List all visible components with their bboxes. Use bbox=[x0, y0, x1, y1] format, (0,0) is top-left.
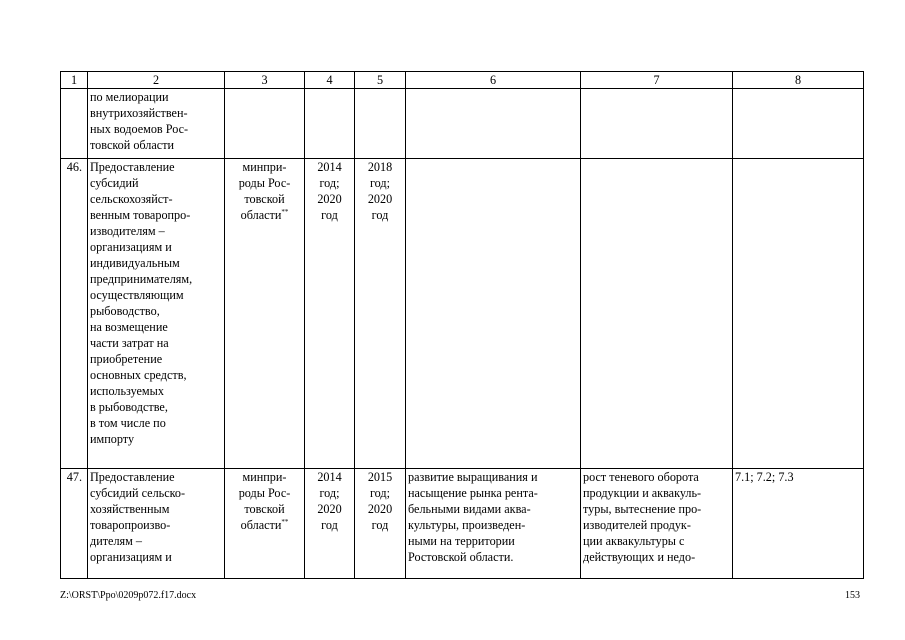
header-cell: 2 bbox=[88, 72, 225, 89]
measure-cell bbox=[88, 469, 225, 579]
footnote-mark: ** bbox=[281, 207, 289, 216]
cell-line: области** bbox=[240, 517, 289, 532]
header-cell: 5 bbox=[355, 72, 406, 89]
cell-line: год; bbox=[319, 176, 340, 190]
cell-line: Предоставление bbox=[90, 160, 175, 174]
cell-line: минпри- bbox=[242, 470, 287, 484]
result-cell bbox=[406, 89, 581, 159]
cell-line: организациям и bbox=[90, 550, 172, 564]
cell-line: 2014 bbox=[317, 470, 342, 484]
cell-line: ции аквакультуры с bbox=[583, 534, 685, 548]
header-cell: 1 bbox=[61, 72, 88, 89]
cell-line: хозяйственным bbox=[90, 502, 170, 516]
cell-line: ных водоемов Рос- bbox=[90, 122, 189, 136]
cell-line: товской области bbox=[90, 138, 175, 152]
start-year-cell bbox=[305, 159, 355, 469]
cell-line: 2020 bbox=[367, 192, 393, 206]
cell-line: индивидуальным bbox=[90, 256, 180, 270]
cell-line: изводителей продук- bbox=[583, 518, 691, 532]
cell-line: субсидий сельско- bbox=[90, 486, 186, 500]
cell-line: в том числе по bbox=[90, 416, 166, 430]
cell-line: действующих и недо- bbox=[583, 550, 696, 564]
cell-line: бельными видами аква- bbox=[408, 502, 531, 516]
cell-line: 2020 bbox=[317, 502, 342, 516]
cell-line: Ростовской области. bbox=[408, 550, 514, 564]
cell-line: субсидий bbox=[90, 176, 139, 190]
cell-line: сельскохозяйст- bbox=[90, 192, 173, 206]
cell-line: приобретение bbox=[90, 352, 163, 366]
cell-line: товской bbox=[244, 502, 285, 516]
consequences-cell bbox=[581, 469, 733, 579]
header-cell: 3 bbox=[225, 72, 305, 89]
cell-line: 2014 bbox=[317, 160, 342, 174]
cell-line: насыщение рынка рента- bbox=[408, 486, 538, 500]
end-year-cell bbox=[355, 159, 406, 469]
cell-line: 2018 bbox=[367, 160, 393, 174]
cell-line: 2020 bbox=[317, 192, 342, 206]
cell-line: дителям – bbox=[90, 534, 142, 548]
cell-line: год; bbox=[319, 486, 340, 500]
cell-line: роды Рос- bbox=[238, 176, 291, 190]
cell-line: культуры, произведен- bbox=[408, 518, 526, 532]
header-row bbox=[61, 72, 864, 89]
table-row bbox=[61, 159, 864, 469]
cell-line: год; bbox=[369, 486, 391, 500]
executor-cell bbox=[225, 159, 305, 469]
cell-line: год bbox=[371, 208, 389, 222]
link-cell bbox=[733, 89, 864, 159]
footnote-mark: ** bbox=[281, 517, 289, 526]
end-year-cell bbox=[355, 89, 406, 159]
table-row bbox=[61, 89, 864, 159]
cell-line: части затрат на bbox=[90, 336, 169, 350]
cell-line: развитие выращивания и bbox=[408, 470, 538, 484]
footer-page-number: 153 bbox=[845, 590, 860, 601]
cell-line: товской bbox=[244, 192, 285, 206]
footer-file-path: Z:\ORST\Ppo\0209p072.f17.docx bbox=[60, 590, 197, 601]
cell-line: по мелиорации bbox=[90, 90, 169, 104]
start-year-cell bbox=[305, 469, 355, 579]
cell-line: Предоставление bbox=[90, 470, 175, 484]
header-cell: 4 bbox=[305, 72, 355, 89]
cell-line: в рыбоводстве, bbox=[90, 400, 168, 414]
measure-cell bbox=[88, 89, 225, 159]
cell-line: продукции и аквакуль- bbox=[583, 486, 702, 500]
cell-line: товаропроизво- bbox=[90, 518, 171, 532]
consequences-cell bbox=[581, 89, 733, 159]
cell-line: туры, вытеснение про- bbox=[583, 502, 702, 516]
row-number bbox=[61, 89, 88, 159]
cell-line: год bbox=[321, 208, 338, 222]
result-cell bbox=[406, 159, 581, 469]
end-year-cell bbox=[355, 469, 406, 579]
cell-line: минпри- bbox=[242, 160, 287, 174]
cell-line: рост теневого оборота bbox=[583, 470, 699, 484]
header-cell: 6 bbox=[406, 72, 581, 89]
link-cell bbox=[733, 159, 864, 469]
cell-line: год bbox=[321, 518, 338, 532]
result-cell bbox=[406, 469, 581, 579]
row-number: 46. bbox=[61, 159, 88, 469]
cell-line: 2020 bbox=[367, 502, 393, 516]
header-cell: 7 bbox=[581, 72, 733, 89]
start-year-cell bbox=[305, 89, 355, 159]
cell-line: ными на территории bbox=[408, 534, 515, 548]
table-row bbox=[61, 469, 864, 579]
cell-line: рыбоводство, bbox=[90, 304, 160, 318]
cell-line: на возмещение bbox=[90, 320, 168, 334]
cell-line: внутрихозяйствен- bbox=[90, 106, 188, 120]
executor-cell bbox=[225, 469, 305, 579]
cell-line: венным товаропро- bbox=[90, 208, 191, 222]
cell-line: роды Рос- bbox=[238, 486, 291, 500]
measure-cell bbox=[88, 159, 225, 469]
consequences-cell bbox=[581, 159, 733, 469]
cell-line: осуществляющим bbox=[90, 288, 184, 302]
link-cell: 7.1; 7.2; 7.3 bbox=[733, 469, 864, 579]
cell-line: организациям и bbox=[90, 240, 172, 254]
cell-line: области** bbox=[240, 207, 289, 222]
cell-line: импорту bbox=[90, 432, 135, 446]
cell-line: предпринимателям, bbox=[90, 272, 193, 286]
measures-table bbox=[60, 71, 864, 579]
row-number: 47. bbox=[61, 469, 88, 579]
cell-line: год bbox=[371, 518, 389, 532]
cell-line: изводителям – bbox=[90, 224, 165, 238]
cell-line: 2015 bbox=[367, 470, 393, 484]
executor-cell bbox=[225, 89, 305, 159]
cell-line: используемых bbox=[90, 384, 164, 398]
cell-line: основных средств, bbox=[90, 368, 187, 382]
cell-line: год; bbox=[369, 176, 391, 190]
header-cell: 8 bbox=[733, 72, 864, 89]
